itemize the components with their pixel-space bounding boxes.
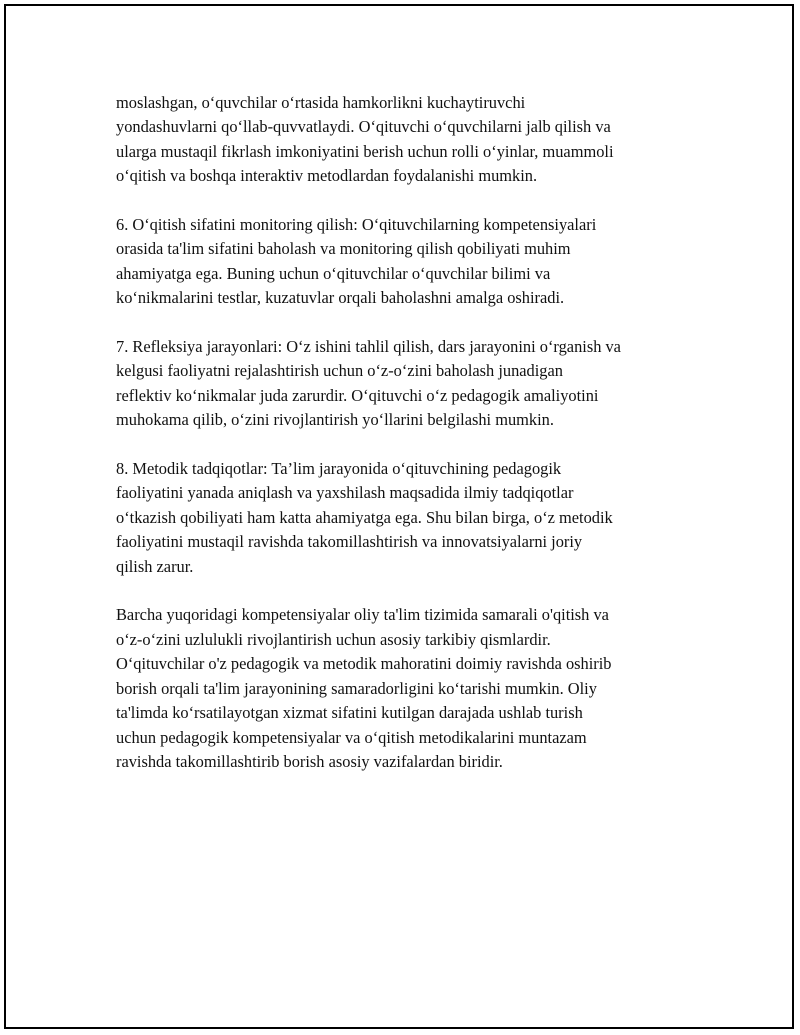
text-line: muhokama qilib, o‘zini rivojlantirish yo‘llarini belgilashi mumkin. <box>116 410 554 430</box>
paragraph-item-8 <box>116 457 688 579</box>
text-line: o‘tkazish qobiliyati ham katta ahamiyatga ega. Shu bilan birga, o‘z metodik <box>116 507 613 527</box>
text-line: faoliyatini yanada aniqlash va yaxshilash maqsadida ilmiy tadqiqotlar <box>116 483 574 503</box>
text-line: faoliyatini mustaqil ravishda takomillashtirish va innovatsiyalarni joriy <box>116 532 583 552</box>
text-line: 8. Metodik tadqiqotlar: Ta’lim jarayonida o‘qituvchining pedagogik <box>116 459 562 479</box>
text-line: 7. Refleksiya jarayonlari: O‘z ishini tahlil qilish, dars jarayonini o‘rganish va <box>116 337 621 357</box>
page-content <box>116 91 688 799</box>
text-line: borish orqali ta'lim jarayonining samaradorligini ko‘tarishi mumkin. Oliy <box>116 678 597 698</box>
text-line: orasida ta'lim sifatini baholash va monitoring qilish qobiliyati muhim <box>116 239 571 259</box>
paragraph-intro-continuation <box>116 91 688 189</box>
text-line: ahamiyatga ega. Buning uchun o‘qituvchilar o‘quvchilar bilimi va <box>116 263 551 283</box>
text-line: 6. O‘qitish sifatini monitoring qilish: O‘qituvchilarning kompetensiyalari <box>116 215 597 235</box>
text-line: o‘z-o‘zini uzlulukli rivojlantirish uchun asosiy tarkibiy qismlardir. <box>116 629 551 649</box>
text-line: qilish zarur. <box>116 556 194 576</box>
text-line: reflektiv ko‘nikmalar juda zarurdir. O‘qituvchi o‘z pedagogik amaliyotini <box>116 385 599 405</box>
paragraph-item-7 <box>116 335 688 433</box>
text-line: o‘qitish va boshqa interaktiv metodlardan foydalanishi mumkin. <box>116 166 538 186</box>
text-line: uchun pedagogik kompetensiyalar va o‘qitish metodikalarini muntazam <box>116 727 587 747</box>
text-line: ularga mustaqil fikrlash imkoniyatini berish uchun rolli o‘yinlar, muammoli <box>116 141 614 161</box>
paragraph-conclusion <box>116 603 688 774</box>
text-line: ko‘nikmalarini testlar, kuzatuvlar orqali baholashni amalga oshiradi. <box>116 288 565 308</box>
text-line: Barcha yuqoridagi kompetensiyalar oliy ta'lim tizimida samarali o'qitish va <box>116 605 609 625</box>
text-line: ravishda takomillashtirib borish asosiy vazifalardan biridir. <box>116 751 503 771</box>
paragraph-item-6 <box>116 213 688 311</box>
text-line: yondashuvlarni qo‘llab-quvvatlaydi. O‘qituvchi o‘quvchilarni jalb qilish va <box>116 117 611 137</box>
text-line: O‘qituvchilar o'z pedagogik va metodik mahoratini doimiy ravishda oshirib <box>116 654 612 674</box>
text-line: moslashgan, o‘quvchilar o‘rtasida hamkorlikni kuchaytiruvchi <box>116 93 526 112</box>
text-line: ta'limda ko‘rsatilayotgan xizmat sifatini kutilgan darajada ushlab turish <box>116 703 583 723</box>
text-line: kelgusi faoliyatni rejalashtirish uchun o‘z-o‘zini baholash junadigan <box>116 361 563 381</box>
